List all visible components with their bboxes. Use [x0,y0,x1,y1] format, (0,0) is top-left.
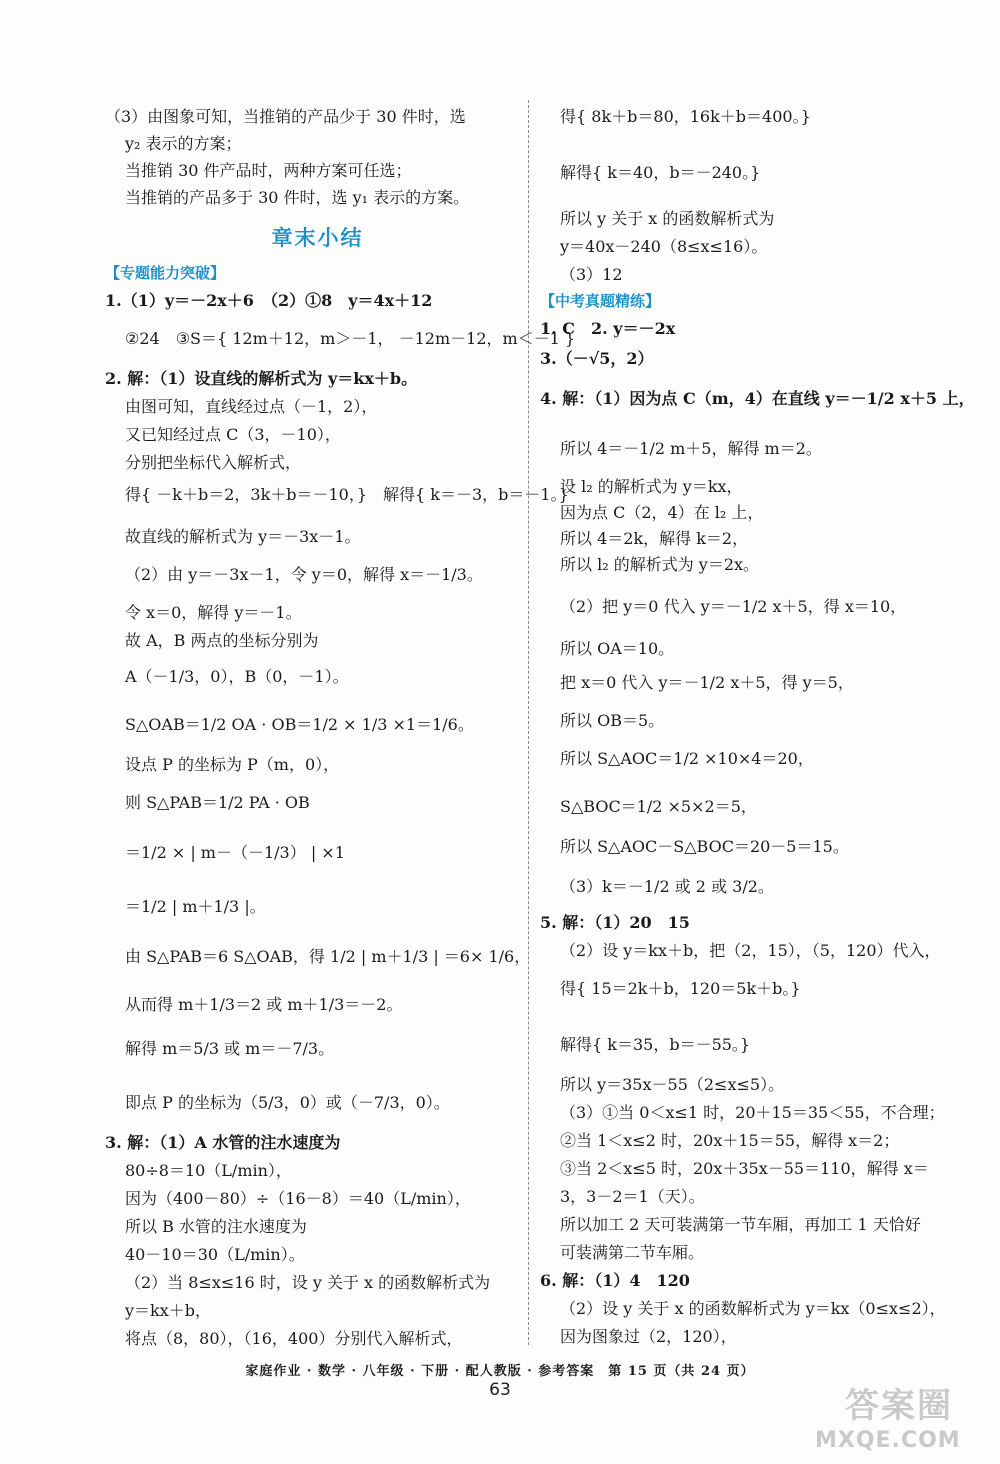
problem-line: 令 x＝0，解得 y＝－1。 [125,603,302,622]
problem-line: 3.（－√5，2） [540,349,654,368]
problem-line: 解得 m＝5/3 或 m＝－7/3。 [125,1039,335,1058]
problem-line: 因为点 C（2，4）在 l₂ 上， [560,503,764,522]
problem-line: ②当 1＜x≤2 时，20x＋15＝55，解得 x＝2； [560,1131,900,1150]
problem-line: ③当 2＜x≤5 时，20x＋35x－55＝110，解得 x＝ [560,1159,929,1178]
problem-line: 从而得 m＋1/3＝2 或 m＋1/3＝－2。 [125,995,403,1014]
text-line: （3）由图象可知，当推销的产品少于 30 件时，选 [105,107,466,126]
problem-line: （2）由 y＝－3x－1，令 y＝0，解得 x＝－1/3。 [125,565,483,584]
problem-line: 1.（1）y＝－2x＋6 （2）①8 y＝4x＋12 [105,291,433,310]
problem-line: S△OAB＝1/2 OA · OB＝1/2 × 1/3 ×1＝1/6。 [125,715,474,734]
problem-line: 所以 4＝－1/2 m＋5，解得 m＝2。 [560,439,822,458]
problem-line: ＝1/2 | m＋1/3 |。 [125,897,266,916]
problem-line: 设点 P 的坐标为 P（m，0）， [125,755,340,774]
problem-line: ＝1/2 × | m－（－1/3） | ×1 [125,843,345,862]
problem-line: 将点（8，80），（16，400）分别代入解析式， [125,1329,463,1348]
problem-line: S△BOC＝1/2 ×5×2＝5， [560,797,757,816]
problem-line: 得{ －k＋b＝2，3k＋b＝－10，} 解得{ k＝－3，b＝－1。} [125,485,569,504]
problem-line: 把 x＝0 代入 y＝－1/2 x＋5，得 y＝5， [560,673,854,692]
problem-line: 3，3－2＝1（天）。 [560,1187,705,1206]
problem-line: 所以 OA＝10。 [560,639,675,658]
problem-line: 所以 4＝2k，解得 k＝2， [560,529,749,548]
page-footer: 家庭作业 · 数学 · 八年级 · 下册 · 配人教版 · 参考答案 第 15 页（共 24 页） [245,1364,755,1379]
problem-line: 所以加工 2 天可装满第一节车厢，再加工 1 天恰好 [560,1215,921,1234]
problem-line: 分别把坐标代入解析式， [125,453,302,472]
problem-line: 5. 解：（1）20 15 [540,913,690,932]
section-tag: 【专题能力突破】 [105,264,226,282]
problem-line: 所以 y＝35x－55（2≤x≤5）。 [560,1075,785,1094]
problem-line: 因为图象过（2，120）， [560,1327,737,1346]
problem-line: 所以 OB＝5。 [560,711,665,730]
problem-line: （3）k＝－1/2 或 2 或 3/2。 [560,877,774,896]
text-line: y＝40x－240（8≤x≤16）。 [560,237,768,256]
chapter-title: 章末小结 [271,226,364,250]
column-divider [528,100,529,1345]
section-tag: 【中考真题精练】 [540,292,661,310]
problem-line: 所以 S△AOC－S△BOC＝20－5＝15。 [560,837,849,856]
problem-line: 3. 解：（1）A 水管的注水速度为 [105,1133,341,1152]
problem-line: A（－1/3，0），B（0，－1）。 [125,667,349,686]
problem-line: 所以 S△AOC＝1/2 ×10×4＝20， [560,749,814,768]
problem-line: 所以 l₂ 的解析式为 y＝2x。 [560,555,760,574]
problem-line: 故 A，B 两点的坐标分别为 [125,631,319,650]
problem-line: 因为（400－80）÷（16－8）＝40（L/min）， [125,1189,471,1208]
watermark-bottom: MXQE.COM [815,1428,961,1453]
watermark-top: 答案圈 [845,1386,953,1426]
problem-line: （2）设 y＝kx＋b，把（2，15），（5，120）代入， [560,941,941,960]
problem-line: ②24 ③S＝{ 12m＋12，m＞－1， －12m－12，m＜－1 } [125,329,576,348]
problem-line: （2）把 y＝0 代入 y＝－1/2 x＋5，得 x＝10， [560,597,907,616]
problem-line: （2）设 y 关于 x 的函数解析式为 y＝kx（0≤x≤2）， [560,1299,946,1318]
problem-line: 4. 解：（1）因为点 C（m，4）在直线 y＝－1/2 x＋5 上， [540,389,975,408]
problem-line: y＝kx＋b， [125,1301,212,1320]
problem-line: 则 S△PAB＝1/2 PA · OB [125,793,310,812]
problem-line: 40－10＝30（L/min）。 [125,1245,305,1264]
problem-line: 解得{ k＝35，b＝－55。} [560,1035,751,1054]
problem-line: 又已知经过点 C（3，－10）， [125,425,341,444]
text-line: 所以 y 关于 x 的函数解析式为 [560,209,775,228]
problem-line: 由图可知，直线经过点（－1，2）， [125,397,378,416]
text-line: 当推销的产品多于 30 件时，选 y₁ 表示的方案。 [125,188,470,207]
problem-line: 由 S△PAB＝6 S△OAB，得 1/2 | m＋1/3 | ＝6× 1/6， [125,947,531,966]
problem-line: （2）当 8≤x≤16 时，设 y 关于 x 的函数解析式为 [125,1273,491,1292]
problem-line: 设 l₂ 的解析式为 y＝kx， [560,477,743,496]
problem-line: 80÷8＝10（L/min）， [125,1161,292,1180]
problem-line: 故直线的解析式为 y＝－3x－1。 [125,527,361,546]
problem-line: 可装满第二节车厢。 [560,1243,705,1262]
problem-line: 即点 P 的坐标为（5/3，0）或（－7/3，0）。 [125,1093,450,1112]
problem-line: （3）①当 0＜x≤1 时，20＋15＝35＜55，不合理； [560,1103,945,1122]
problem-line: 得{ 15＝2k＋b，120＝5k＋b。} [560,979,801,998]
text-line: 当推销 30 件产品时，两种方案可任选； [125,161,412,180]
page-number: 63 [489,1380,511,1400]
text-line: 得{ 8k＋b＝80，16k＋b＝400。} [560,107,811,126]
problem-line: 2. 解：（1）设直线的解析式为 y＝kx＋b。 [105,369,418,388]
text-line: y₂ 表示的方案； [125,134,242,153]
text-line: （3）12 [560,265,623,284]
problem-line: 所以 B 水管的注水速度为 [125,1217,307,1236]
text-line: 解得{ k＝40，b＝－240。} [560,163,761,182]
problem-line: 6. 解：（1）4 120 [540,1271,690,1290]
problem-line: 1. C 2. y＝－2x [540,319,676,338]
watermark-logo [805,1378,985,1458]
